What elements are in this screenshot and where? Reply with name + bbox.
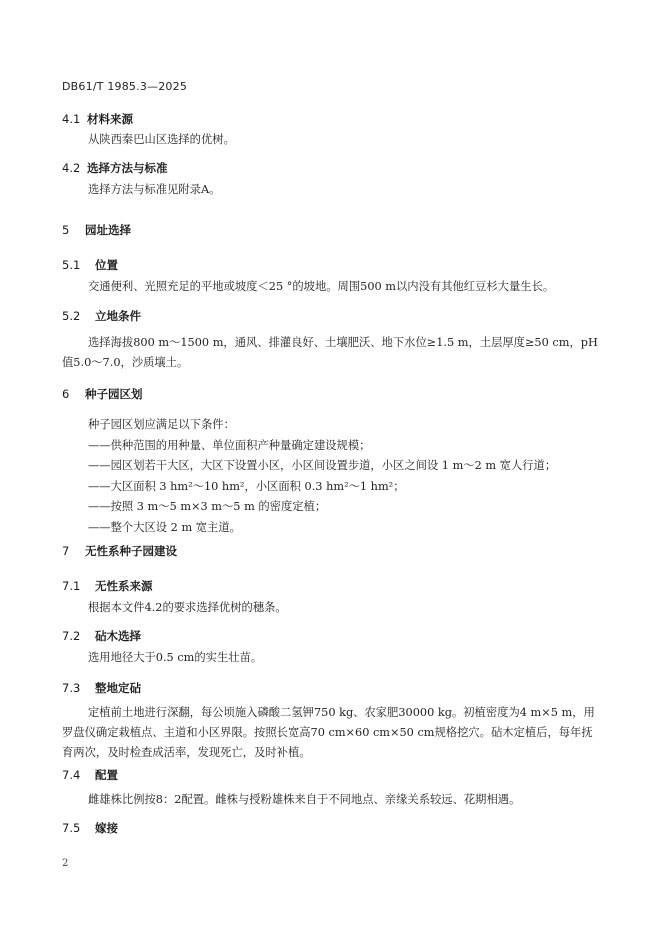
heading-number: 4.1 bbox=[62, 112, 81, 126]
heading-number: 7.1 bbox=[62, 579, 81, 593]
paragraph-4-1 bbox=[88, 130, 588, 150]
heading-number: 7.5 bbox=[62, 821, 81, 835]
heading-title: 整地定砧 bbox=[95, 681, 142, 695]
paragraph-line: 从陕西秦巴山区选择的优树。 bbox=[88, 133, 235, 146]
heading-number: 5.1 bbox=[62, 258, 81, 272]
paragraph-line: 雌雄株比例按8：2配置。雌株与授粉雄株来自于不同地点、亲缘关系较远、花期相遇。 bbox=[88, 793, 521, 806]
paragraph-5-2 bbox=[62, 333, 598, 373]
heading-number: 7.4 bbox=[62, 768, 81, 782]
paragraph-6 bbox=[88, 415, 588, 538]
heading-title: 砧木选择 bbox=[95, 629, 142, 643]
heading-4-1 bbox=[62, 111, 133, 127]
paragraph-line: 育两次，及时检查成活率，发现死亡，及时补植。 bbox=[62, 746, 311, 759]
heading-number: 5 bbox=[62, 223, 70, 237]
heading-7-1 bbox=[62, 578, 153, 594]
list-item: ——按照 3 m～5 m×3 m～5 m 的密度定植； bbox=[88, 500, 327, 513]
heading-number: 7.3 bbox=[62, 681, 81, 695]
heading-number: 6 bbox=[62, 387, 70, 401]
heading-title: 位置 bbox=[95, 258, 119, 272]
list-item: ——整个大区设 2 m 宽主道。 bbox=[88, 520, 241, 534]
heading-7-4 bbox=[62, 767, 118, 783]
heading-title: 种子园区划 bbox=[85, 387, 143, 401]
paragraph-5-1 bbox=[88, 277, 588, 297]
paragraph-line: 选用地径大于0.5 cm的实生壮苗。 bbox=[88, 651, 263, 664]
paragraph-line: 交通便利、光照充足的平地或坡度＜25 °的坡地。周围500 m以内没有其他红豆杉大量生长。 bbox=[88, 280, 555, 293]
heading-number: 5.2 bbox=[62, 309, 81, 323]
paragraph-line: 选择方法与标准见附录A。 bbox=[88, 183, 221, 196]
list-item: ——园区划若干大区，大区下设置小区，小区间设置步道，小区之间设 1 m～2 m 宽人行道； bbox=[88, 459, 557, 472]
heading-5 bbox=[62, 222, 131, 238]
heading-title: 选择方法与标准 bbox=[87, 161, 168, 175]
standard-code-header: DB61/T 1985.3—2025 bbox=[62, 80, 188, 93]
heading-4-2 bbox=[62, 160, 168, 176]
paragraph-line: 值5.0～7.0，沙质壤土。 bbox=[62, 356, 189, 369]
heading-number: 7 bbox=[62, 544, 70, 558]
paragraph-7-1 bbox=[88, 598, 588, 618]
paragraph-7-3 bbox=[62, 703, 595, 763]
list-item: ——大区面积 3 hm²～10 hm²，小区面积 0.3 hm²～1 hm²； bbox=[88, 479, 405, 493]
heading-title: 立地条件 bbox=[95, 309, 142, 323]
paragraph-4-2 bbox=[88, 180, 588, 200]
paragraph-line: 定植前土地进行深翻，每公顷施入磷酸二氢钾750 kg、农家肥30000 kg。初植密度为4 m×5 m，用 bbox=[88, 706, 595, 719]
paragraph-line: 罗盘仪确定栽植点、主道和小区界限。按照长宽高70 cm×60 cm×50 cm规格挖穴。砧木定植后，每年抚 bbox=[62, 726, 593, 739]
paragraph-line: 选择海拔800 m～1500 m，通风、排灌良好、土壤肥沃、地下水位≥1.5 m，土层厚度≥50 cm，pH bbox=[88, 336, 598, 349]
page-number: 2 bbox=[62, 858, 69, 869]
heading-5-2 bbox=[62, 308, 141, 324]
heading-title: 园址选择 bbox=[85, 223, 132, 237]
list-item: ——供种范围的用种量、单位面积产种量确定建设规模； bbox=[88, 438, 371, 452]
heading-title: 配置 bbox=[95, 768, 119, 782]
paragraph-line: 根据本文件4.2的要求选择优树的穗条。 bbox=[88, 601, 287, 614]
heading-number: 4.2 bbox=[62, 161, 81, 175]
paragraph-7-4 bbox=[88, 790, 588, 810]
heading-number: 7.2 bbox=[62, 629, 81, 643]
heading-7 bbox=[62, 543, 177, 559]
heading-title: 嫁接 bbox=[95, 821, 119, 835]
heading-7-3 bbox=[62, 680, 141, 696]
paragraph-7-2 bbox=[88, 648, 588, 668]
heading-7-2 bbox=[62, 628, 141, 644]
heading-title: 无性系种子园建设 bbox=[85, 544, 178, 558]
heading-5-1 bbox=[62, 257, 118, 273]
heading-title: 材料来源 bbox=[87, 112, 134, 126]
heading-6 bbox=[62, 386, 143, 402]
heading-title: 无性系来源 bbox=[95, 579, 153, 593]
paragraph-line: 种子园区划应满足以下条件： bbox=[88, 418, 235, 431]
heading-7-5 bbox=[62, 820, 118, 836]
